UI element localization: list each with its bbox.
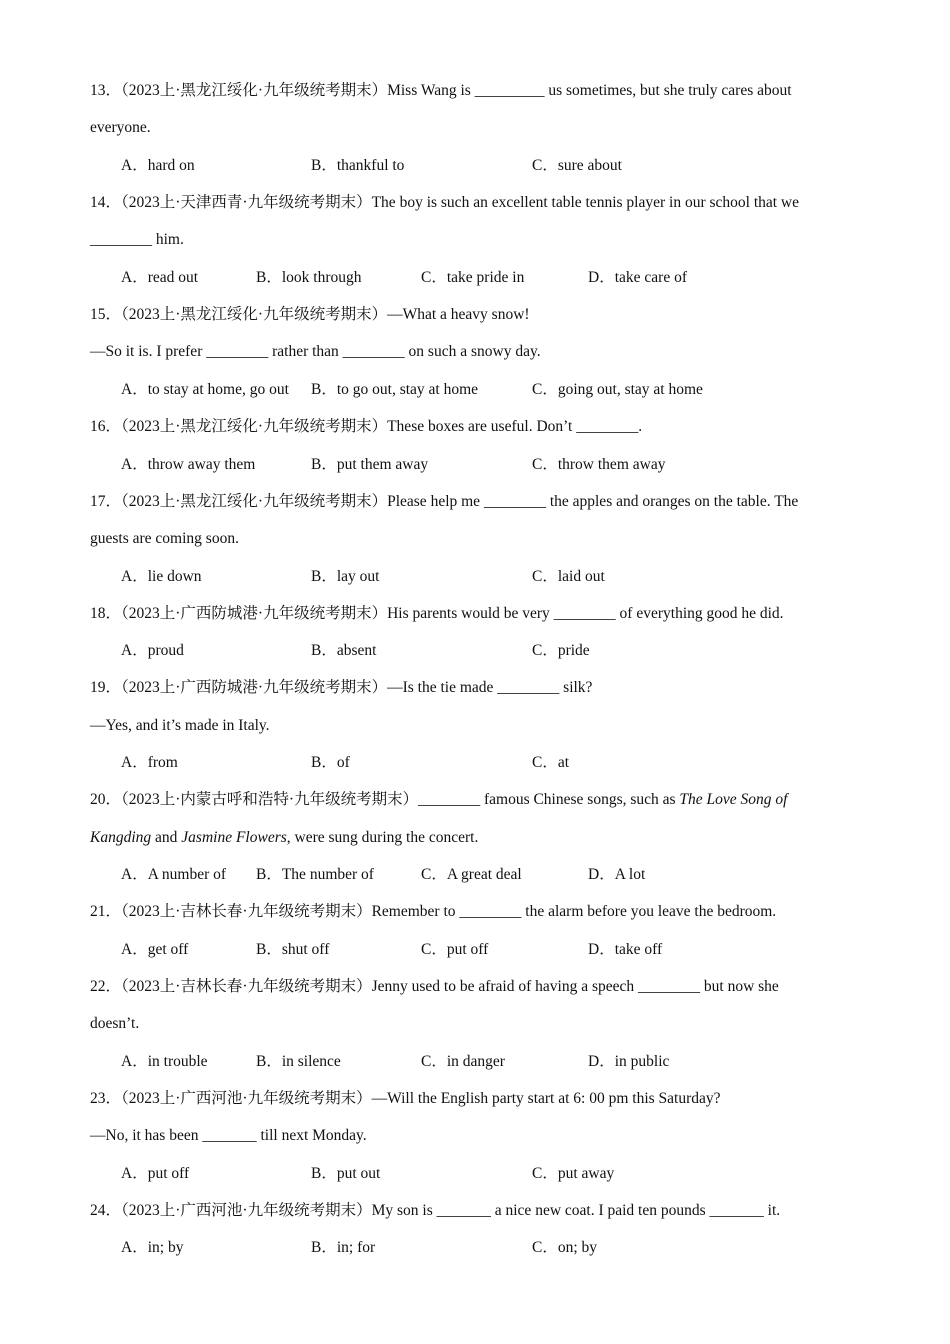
- option-c: C．laid out: [532, 568, 605, 585]
- option-c: C．in danger: [421, 1053, 505, 1070]
- question-source: （2023上·黑龙江绥化·九年级统考期末）: [121, 306, 388, 323]
- question-source: （2023上·吉林长春·九年级统考期末）: [121, 978, 372, 995]
- question-20-line-1: 20．（2023上·内蒙古呼和浩特·九年级统考期末）________ famous Chinese songs, such as The Love Song of: [90, 791, 788, 808]
- question-stem: Remember to ________ the alarm before you leave the bedroom.: [371, 903, 777, 920]
- question-number: 22: [90, 978, 106, 995]
- question-stem: Jenny used to be afraid of having a speech ________ but now she: [371, 978, 779, 995]
- option-d: D．in public: [588, 1053, 670, 1070]
- question-14-line-2: ________ him.: [90, 231, 184, 248]
- question-source: （2023上·天津西青·九年级统考期末）: [121, 194, 372, 211]
- question-source: （2023上·广西河池·九年级统考期末）: [121, 1202, 372, 1219]
- question-stem: —What a heavy snow!: [387, 306, 530, 323]
- option-b: B．lay out: [311, 568, 380, 585]
- question-source: （2023上·内蒙古呼和浩特·九年级统考期末）: [121, 791, 419, 808]
- question-19-line-1: 19．（2023上·广西防城港·九年级统考期末）—Is the tie made ________ silk?: [90, 679, 593, 696]
- question-stem: Please help me ________ the apples and oranges on the table. The: [387, 493, 799, 510]
- option-b: B．in; for: [311, 1239, 376, 1256]
- option-b: B．put out: [311, 1165, 381, 1182]
- option-a: A．throw away them: [121, 456, 256, 473]
- option-b: B．to go out, stay at home: [311, 381, 479, 398]
- option-b: B．absent: [311, 642, 377, 659]
- question-source: （2023上·黑龙江绥化·九年级统考期末）: [121, 493, 388, 510]
- option-c: C．sure about: [532, 157, 622, 174]
- question-17-line-2: guests are coming soon.: [90, 530, 239, 547]
- option-a: A．proud: [121, 642, 184, 659]
- question-stem: ________ famous Chinese songs, such as The Love Song of: [418, 791, 788, 808]
- option-c: C．on; by: [532, 1239, 598, 1256]
- question-number: 14: [90, 194, 106, 211]
- option-b: B．in silence: [256, 1053, 341, 1070]
- option-a: A．read out: [121, 269, 199, 286]
- option-b: B．put them away: [311, 456, 429, 473]
- option-c: C．A great deal: [421, 866, 522, 883]
- question-stem: The boy is such an excellent table tennis player in our school that we: [371, 194, 800, 211]
- option-a: A．A number of: [121, 866, 227, 883]
- option-c: C．put off: [421, 941, 489, 958]
- option-b: B．shut off: [256, 941, 330, 958]
- question-source: （2023上·吉林长春·九年级统考期末）: [121, 903, 372, 920]
- option-a: A．from: [121, 754, 178, 771]
- question-13-line-1: 13．（2023上·黑龙江绥化·九年级统考期末）Miss Wang is _________ us sometimes, but she truly cares about: [90, 82, 792, 99]
- option-b: B．thankful to: [311, 157, 405, 174]
- option-d: D．take off: [588, 941, 663, 958]
- question-21-line-1: 21．（2023上·吉林长春·九年级统考期末）Remember to ________ the alarm before you leave the bedroom.: [90, 903, 777, 920]
- question-source: （2023上·黑龙江绥化·九年级统考期末）: [121, 82, 388, 99]
- question-number: 24: [90, 1202, 106, 1219]
- question-stem: These boxes are useful. Don’t ________.: [387, 418, 643, 435]
- option-a: A．in trouble: [121, 1053, 208, 1070]
- option-c: C．throw them away: [532, 456, 666, 473]
- option-b: B．look through: [256, 269, 362, 286]
- option-a: A．get off: [121, 941, 189, 958]
- question-16-line-1: 16．（2023上·黑龙江绥化·九年级统考期末）These boxes are useful. Don’t ________.: [90, 418, 643, 435]
- question-number: 18: [90, 605, 106, 622]
- option-c: C．going out, stay at home: [532, 381, 703, 398]
- question-14-line-1: 14．（2023上·天津西青·九年级统考期末）The boy is such an excellent table tennis player in our school that we: [90, 194, 800, 211]
- question-22-line-2: doesn’t.: [90, 1015, 140, 1032]
- question-stem: Miss Wang is _________ us sometimes, but she truly cares about: [387, 82, 792, 99]
- question-number: 23: [90, 1090, 106, 1107]
- option-c: C．take pride in: [421, 269, 525, 286]
- question-number: 21: [90, 903, 106, 920]
- question-number: 16: [90, 418, 106, 435]
- question-number: 15: [90, 306, 106, 323]
- question-15-line-2: —So it is. I prefer ________ rather than ________ on such a snowy day.: [90, 343, 541, 360]
- question-24-line-1: 24．（2023上·广西河池·九年级统考期末）My son is _______ a nice new coat. I paid ten pounds _______ it.: [90, 1202, 781, 1219]
- question-13-line-2: everyone.: [90, 119, 151, 136]
- option-a: A．put off: [121, 1165, 190, 1182]
- question-20-line-2: Kangding and Jasmine Flowers, were sung during the concert.: [90, 829, 479, 846]
- question-number: 17: [90, 493, 106, 510]
- question-source: （2023上·广西防城港·九年级统考期末）: [121, 679, 388, 696]
- question-19-line-2: —Yes, and it’s made in Italy.: [90, 717, 270, 734]
- option-a: A．in; by: [121, 1239, 184, 1256]
- question-source: （2023上·黑龙江绥化·九年级统考期末）: [121, 418, 388, 435]
- question-number: 13: [90, 82, 106, 99]
- question-number: 19: [90, 679, 106, 696]
- question-stem: —Is the tie made ________ silk?: [387, 679, 593, 696]
- question-stem: —Will the English party start at 6: 00 pm this Saturday?: [371, 1090, 721, 1107]
- question-stem: My son is _______ a nice new coat. I paid ten pounds _______ it.: [371, 1202, 781, 1219]
- question-source: （2023上·广西防城港·九年级统考期末）: [121, 605, 388, 622]
- question-18-line-1: 18．（2023上·广西防城港·九年级统考期末）His parents would be very ________ of everything good he did.: [90, 605, 784, 622]
- option-b: B．of: [311, 754, 350, 771]
- question-17-line-1: 17．（2023上·黑龙江绥化·九年级统考期末）Please help me ________ the apples and oranges on the table. The: [90, 493, 799, 510]
- question-15-line-1: 15．（2023上·黑龙江绥化·九年级统考期末）—What a heavy snow!: [90, 306, 530, 323]
- option-c: C．pride: [532, 642, 590, 659]
- option-a: A．to stay at home, go out: [121, 381, 289, 398]
- option-b: B．The number of: [256, 866, 374, 883]
- option-d: D．A lot: [588, 866, 646, 883]
- option-c: C．put away: [532, 1165, 615, 1182]
- question-number: 20: [90, 791, 106, 808]
- option-c: C．at: [532, 754, 570, 771]
- question-stem: His parents would be very ________ of everything good he did.: [387, 605, 784, 622]
- option-a: A．lie down: [121, 568, 202, 585]
- question-source: （2023上·广西河池·九年级统考期末）: [121, 1090, 372, 1107]
- question-23-line-2: —No, it has been _______ till next Monday.: [90, 1127, 367, 1144]
- option-d: D．take care of: [588, 269, 687, 286]
- question-23-line-1: 23．（2023上·广西河池·九年级统考期末）—Will the English party start at 6: 00 pm this Saturday?: [90, 1090, 721, 1107]
- question-22-line-1: 22．（2023上·吉林长春·九年级统考期末）Jenny used to be afraid of having a speech ________ but now she: [90, 978, 779, 995]
- option-a: A．hard on: [121, 157, 195, 174]
